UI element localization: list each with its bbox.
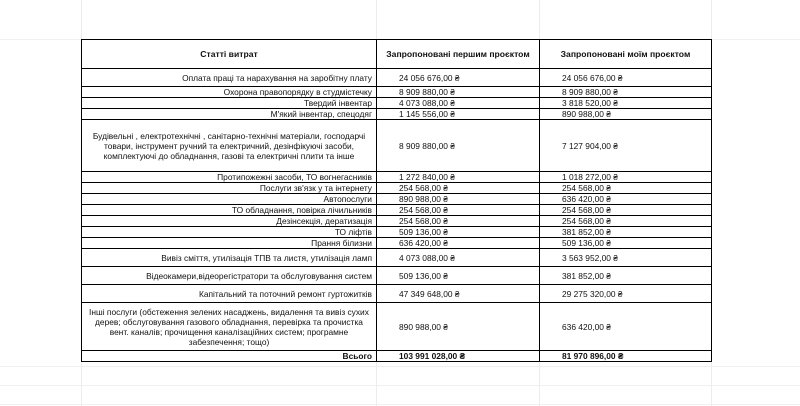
cost-item-cell[interactable]: М'який інвентар, спецодяг: [82, 109, 377, 120]
my-project-value-cell[interactable]: 636 420,00 ₴: [540, 303, 712, 351]
table-row: [82, 172, 712, 183]
first-project-value-cell[interactable]: 890 988,00 ₴: [377, 303, 540, 351]
cost-item-cell[interactable]: Вивіз сміття, утилізація ТПВ та листя, утилізація ламп: [82, 249, 377, 267]
my-project-value-cell[interactable]: 254 568,00 ₴: [540, 216, 712, 227]
first-project-value-cell[interactable]: 254 568,00 ₴: [377, 205, 540, 216]
table-row: [82, 238, 712, 249]
total-label-cell[interactable]: Всього: [82, 351, 377, 362]
table-row: [82, 120, 712, 172]
table-row: [82, 303, 712, 351]
table-row: [82, 249, 712, 267]
first-project-value-cell[interactable]: 254 568,00 ₴: [377, 216, 540, 227]
cost-item-cell[interactable]: Відеокамери,відеорегістратори та обслуговування систем: [82, 267, 377, 285]
my-project-value-cell[interactable]: 890 988,00 ₴: [540, 109, 712, 120]
table-row: [82, 109, 712, 120]
first-project-value-cell[interactable]: 1 145 556,00 ₴: [377, 109, 540, 120]
first-project-value-cell[interactable]: 47 349 648,00 ₴: [377, 285, 540, 303]
my-project-value-cell[interactable]: 381 852,00 ₴: [540, 227, 712, 238]
table-row: [82, 194, 712, 205]
my-project-value-cell[interactable]: 7 127 904,00 ₴: [540, 120, 712, 172]
header-first-project[interactable]: Запропоновані першим проєктом: [377, 40, 540, 69]
cost-item-cell[interactable]: Твердий інвентар: [82, 98, 377, 109]
my-project-value-cell[interactable]: 3 818 520,00 ₴: [540, 98, 712, 109]
header-my-project[interactable]: Запропоновані моїм проєктом: [540, 40, 712, 69]
cost-item-cell[interactable]: Оплата праці та нарахування на заробітну плату: [82, 69, 377, 87]
first-project-value-cell[interactable]: 4 073 088,00 ₴: [377, 249, 540, 267]
first-project-value-cell[interactable]: 8 909 880,00 ₴: [377, 87, 540, 98]
cost-item-cell[interactable]: Охорона правопорядку в студмістечку: [82, 87, 377, 98]
first-project-value-cell[interactable]: 1 272 840,00 ₴: [377, 172, 540, 183]
my-project-value-cell[interactable]: 29 275 320,00 ₴: [540, 285, 712, 303]
my-project-value-cell[interactable]: 509 136,00 ₴: [540, 238, 712, 249]
table-row: [82, 205, 712, 216]
table-row: [82, 216, 712, 227]
total-first-project-cell[interactable]: 103 991 028,00 ₴: [377, 351, 540, 362]
table-row: [82, 69, 712, 87]
cost-item-cell[interactable]: Прання білизни: [82, 238, 377, 249]
cost-item-cell[interactable]: ТО ліфтів: [82, 227, 377, 238]
table-row: [82, 183, 712, 194]
cost-item-cell[interactable]: Будівельні , електротехнічні , санітарно-технічні матеріали, господарчі товари, інструмент ручний та електричний, дезінфікуючі засоби, комплектуючі до обладнання, газові та електричні плити та інше: [82, 120, 377, 172]
table-row: [82, 267, 712, 285]
table-row: [82, 285, 712, 303]
my-project-value-cell[interactable]: 254 568,00 ₴: [540, 205, 712, 216]
table-header-row: [82, 40, 712, 69]
first-project-value-cell[interactable]: 8 909 880,00 ₴: [377, 120, 540, 172]
cost-item-cell[interactable]: Протипожежні засоби, ТО вогнегасників: [82, 172, 377, 183]
cost-item-cell[interactable]: Автопослуги: [82, 194, 377, 205]
my-project-value-cell[interactable]: 381 852,00 ₴: [540, 267, 712, 285]
cost-item-cell[interactable]: Інші послуги (обстеження зелених насаджень, видалення та вивіз сухих дерев; обслуговування газового обладнання, перевірка та прочистка вент. каналів; прочищення каналізаційних систем; програмне забезпечення; тощо): [82, 303, 377, 351]
total-row: [82, 351, 712, 362]
first-project-value-cell[interactable]: 509 136,00 ₴: [377, 267, 540, 285]
first-project-value-cell[interactable]: 509 136,00 ₴: [377, 227, 540, 238]
first-project-value-cell[interactable]: 254 568,00 ₴: [377, 183, 540, 194]
budget-table: [81, 39, 712, 362]
cost-item-cell[interactable]: Дезінсекція, дератизація: [82, 216, 377, 227]
table-row: [82, 98, 712, 109]
first-project-value-cell[interactable]: 4 073 088,00 ₴: [377, 98, 540, 109]
my-project-value-cell[interactable]: 3 563 952,00 ₴: [540, 249, 712, 267]
my-project-value-cell[interactable]: 1 018 272,00 ₴: [540, 172, 712, 183]
first-project-value-cell[interactable]: 890 988,00 ₴: [377, 194, 540, 205]
my-project-value-cell[interactable]: 8 909 880,00 ₴: [540, 87, 712, 98]
my-project-value-cell[interactable]: 24 056 676,00 ₴: [540, 69, 712, 87]
header-cost-items[interactable]: Статті витрат: [82, 40, 377, 69]
cost-item-cell[interactable]: ТО обладнання, повірка лічильників: [82, 205, 377, 216]
table-row: [82, 87, 712, 98]
my-project-value-cell[interactable]: 636 420,00 ₴: [540, 194, 712, 205]
my-project-value-cell[interactable]: 254 568,00 ₴: [540, 183, 712, 194]
cost-item-cell[interactable]: Послуги зв'язк у та інтернету: [82, 183, 377, 194]
first-project-value-cell[interactable]: 636 420,00 ₴: [377, 238, 540, 249]
cost-item-cell[interactable]: Капітальний та поточний ремонт гуртожитків: [82, 285, 377, 303]
first-project-value-cell[interactable]: 24 056 676,00 ₴: [377, 69, 540, 87]
total-my-project-cell[interactable]: 81 970 896,00 ₴: [540, 351, 712, 362]
table-row: [82, 227, 712, 238]
